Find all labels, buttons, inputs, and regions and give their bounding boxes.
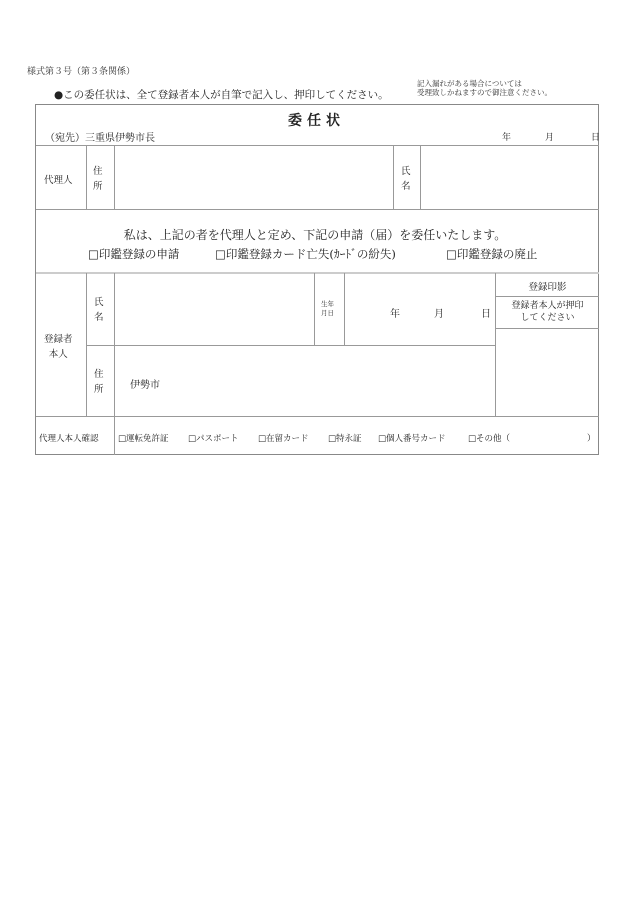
id-option-residence-card[interactable]: □在留カード xyxy=(258,434,309,444)
registrant-name-label xyxy=(94,295,104,325)
label-line: 本人 xyxy=(48,349,68,360)
label-char: 住 xyxy=(93,166,103,177)
seal-stamp-area[interactable] xyxy=(496,329,599,416)
agent-identity-label: 代理人本人確認 xyxy=(39,434,99,444)
label-char: 所 xyxy=(93,181,103,192)
label-char: 氏 xyxy=(401,166,411,177)
notice-small-text xyxy=(417,80,552,97)
id-option-other[interactable]: □その他（ xyxy=(468,434,511,444)
option-seal-abolition[interactable]: □印鑑登録の廃止 xyxy=(446,247,538,261)
label-char: 所 xyxy=(94,384,104,395)
label-char: 住 xyxy=(94,369,104,380)
birth-month-field[interactable]: 月 xyxy=(434,309,444,320)
registrant-name-field[interactable] xyxy=(115,274,313,344)
divider xyxy=(344,273,345,345)
divider xyxy=(314,273,315,345)
agent-address-field[interactable] xyxy=(115,146,392,208)
registrant-address-label xyxy=(94,367,104,397)
date-year-field[interactable]: 年 xyxy=(502,133,512,143)
registrant-label xyxy=(44,332,73,362)
agent-label: 代理人 xyxy=(44,175,73,186)
divider xyxy=(36,416,599,417)
notice-text: ●この委任状は、全て登録者本人が自筆で記入し、押印してください。 xyxy=(54,89,389,101)
birthdate-label xyxy=(321,300,334,318)
option-seal-registration[interactable]: □印鑑登録の申請 xyxy=(88,247,180,261)
divider xyxy=(86,273,87,416)
date-day-field[interactable]: 日 xyxy=(591,133,601,143)
id-option-passport[interactable]: □パスポート xyxy=(188,434,239,444)
label-line: 月日 xyxy=(321,309,334,317)
notice-small-line-2: 受理致しかねますので御注意ください。 xyxy=(417,87,552,97)
form-number: 様式第３号（第３条関係） xyxy=(27,67,136,77)
divider xyxy=(393,145,394,209)
instruction-line: してください xyxy=(520,313,575,323)
id-option-special-permanent[interactable]: □特永証 xyxy=(328,434,362,444)
divider xyxy=(36,209,599,210)
label-char: 名 xyxy=(401,181,411,192)
birth-year-field[interactable]: 年 xyxy=(390,309,400,320)
instruction-line: 登録者本人が押印 xyxy=(511,301,584,311)
divider xyxy=(86,345,495,346)
agent-name-field[interactable] xyxy=(421,146,598,208)
label-char: 名 xyxy=(94,312,104,323)
divider xyxy=(86,145,87,209)
label-char: 氏 xyxy=(94,297,104,308)
birth-day-field[interactable]: 日 xyxy=(481,309,491,320)
delegation-statement: 私は、上記の者を代理人と定め、下記の申請（届）を委任いたします。 xyxy=(123,228,507,242)
id-option-driver-license[interactable]: □運転免許証 xyxy=(118,434,169,444)
seal-header: 登録印影 xyxy=(528,282,567,293)
notice-small-line-1: 記入漏れがある場合については xyxy=(417,79,522,88)
label-line: 登録者 xyxy=(44,334,73,345)
agent-address-label xyxy=(93,164,103,194)
divider xyxy=(114,416,115,455)
addressee: （宛先）三重県伊勢市長 xyxy=(45,133,155,144)
seal-instruction xyxy=(496,300,599,324)
date-month-field[interactable]: 月 xyxy=(545,133,555,143)
divider xyxy=(495,296,599,297)
id-other-close-paren: ） xyxy=(587,434,596,444)
form-title: 委任状 xyxy=(288,113,345,129)
agent-name-label xyxy=(401,164,411,194)
id-option-my-number-card[interactable]: □個人番号カード xyxy=(378,434,446,444)
registrant-address-field[interactable]: 伊勢市 xyxy=(130,380,160,391)
option-card-loss[interactable]: □印鑑登録カード亡失(ｶｰﾄﾞの紛失) xyxy=(215,247,396,261)
label-line: 生年 xyxy=(321,300,334,308)
id-other-input[interactable] xyxy=(523,432,583,444)
